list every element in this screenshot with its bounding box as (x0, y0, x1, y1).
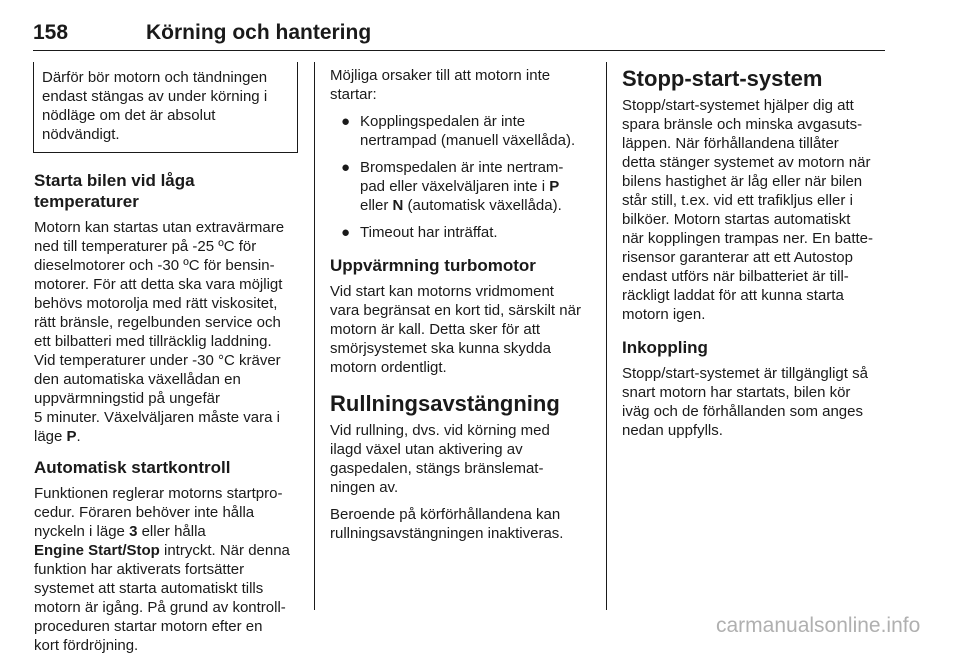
text-line: nödläge om det är absolut (42, 107, 216, 124)
column-left (34, 62, 300, 655)
column-divider (606, 62, 607, 610)
activation-paragraph: Stopp/start-systemet är tillgängligt så snart motorn har startats, bilen kör iväg och de förhållanden som anges nedan uppfylls. (622, 365, 868, 439)
page-header (33, 18, 885, 51)
bullet-icon: ● (341, 224, 351, 241)
column-divider (314, 62, 315, 610)
notice-text (42, 68, 290, 144)
turbo-heading: Uppvärmning turbomotor (330, 256, 536, 275)
text-line: Därför bör motorn och tändningen (42, 69, 268, 86)
text-line: nödvändigt. (42, 126, 120, 143)
list-item: ● Bromspedalen är inte nertram- pad eller växelväljaren inte i P eller N (automatisk växellåda). (341, 159, 564, 214)
page-number: 158 (33, 21, 69, 44)
coasting-paragraph-2: Beroende på körförhållandena kan rullningsavstängningen inaktiveras. (330, 506, 564, 542)
turbo-paragraph: Vid start kan motorns vridmoment vara begränsat en kort tid, särskilt när motorn är kall. Detta sker för att smörjsystemet ska kunna skydda motorn ordentligt. (330, 283, 581, 376)
notice-box (33, 62, 298, 153)
coasting-paragraph: Vid rullning, dvs. vid körning med ilagd växel utan aktivering av gaspedalen, stängs bränslemat- ningen av. (330, 422, 550, 496)
text-line: endast stängas av under körning i (42, 88, 268, 105)
activation-heading: Inkoppling (622, 338, 708, 357)
watermark: carmanualsonline.info (716, 614, 921, 637)
cold-start-heading: Starta bilen vid låga temperaturer (34, 171, 195, 211)
column-right (622, 62, 888, 440)
stop-start-heading: Stopp-start-system (622, 66, 823, 91)
causes-list (330, 112, 596, 242)
stop-start-paragraph: Stopp/start-systemet hjälper dig att spara bränsle och minska avgasuts- läppen. När förhållandena tillåter detta stänger systemet av motorn när bilens hastighet är låg eller när bilen står still, t.ex. vid ett trafikljus eller i bilköer. Motorn startas automatiskt när kopplingen trampas ner. En batte- risensor garanterar att ett Autostop endast utförs när bilbatteriet är till- räckligt laddat för att kunna starta motorn igen. (622, 97, 873, 323)
bullet-icon: ● (341, 159, 351, 176)
column-middle (330, 62, 596, 543)
coasting-heading: Rullningsavstängning (330, 391, 560, 416)
bullet-icon: ● (341, 113, 351, 130)
auto-start-heading: Automatisk startkontroll (34, 458, 231, 477)
causes-intro: Möjliga orsaker till att motorn inte startar: (330, 67, 551, 103)
list-item: ● Kopplingspedalen är inte nertrampad (manuell växellåda). (341, 113, 576, 149)
chapter-title: Körning och hantering (146, 21, 372, 44)
list-item: ● Timeout har inträffat. (341, 224, 498, 241)
cold-start-paragraph: Motorn kan startas utan extravärmare ned till temperaturer på -25 ºC för dieselmotorer och -30 ºC för bensin- motorer. För att detta ska vara möjligt behövs motorolja med rätt viskositet, rätt bränsle, regelbunden service och ett bilbatteri med tillräcklig laddning. Vid temperaturer under -30 °C kräver den automatiska växellådan en uppvärmningstid på ungefär 5 minuter. Växelväljaren måste vara i läge P. (34, 219, 285, 445)
auto-start-paragraph: Funktionen reglerar motorns startpro- cedur. Föraren behöver inte hålla nyckeln i läge 3 eller hålla Engine Start/Stop intryckt. När denna funktion har aktiverats fortsätter systemet att starta automatiskt tills motorn är igång. På grund av kontroll- proceduren startar motorn efter en kort fördröjning. (34, 485, 290, 654)
